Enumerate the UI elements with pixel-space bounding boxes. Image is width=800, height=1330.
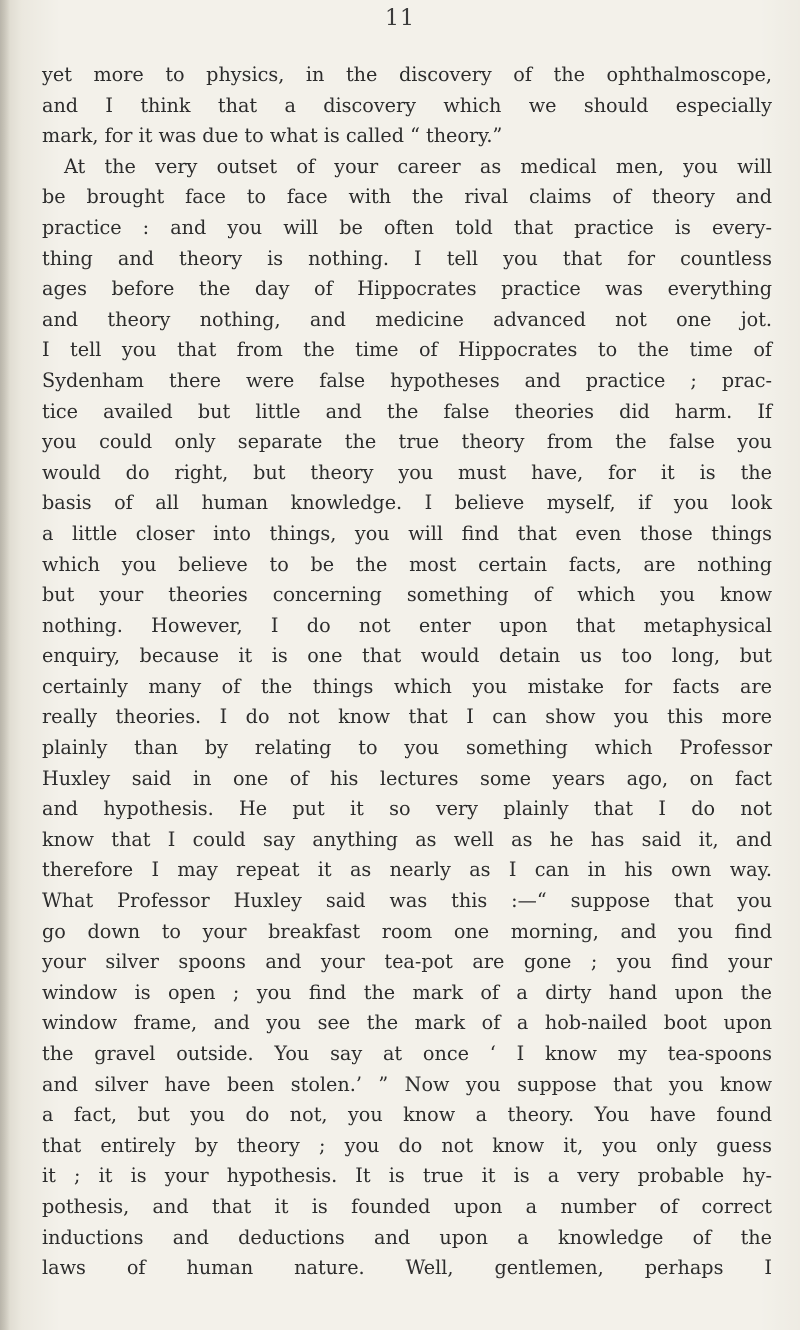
- page-edge-shadow: [0, 0, 10, 1330]
- text-line: plainly than by relating to you something which Professor: [42, 736, 772, 760]
- text-line: that entirely by theory ; you do not know it, you only guess: [42, 1133, 772, 1157]
- text-line: go down to your breakfast room one morning, and you find: [42, 919, 772, 943]
- text-line: and theory nothing, and medicine advanced not one jot.: [42, 307, 772, 331]
- text-line: your silver spoons and your tea-pot are gone ; you find your: [42, 950, 772, 974]
- text-line: and hypothesis. He put it so very plainly that I do not: [42, 797, 772, 821]
- text-line: you could only separate the true theory from the false you: [42, 430, 772, 454]
- text-line: which you believe to be the most certain facts, are nothing: [42, 552, 772, 576]
- text-line: really theories. I do not know that I can show you this more: [42, 705, 772, 729]
- text-line: window frame, and you see the mark of a hob-nailed boot upon: [42, 1011, 772, 1035]
- text-line: thing and theory is nothing. I tell you that for countless: [42, 246, 772, 270]
- text-line: basis of all human knowledge. I believe myself, if you look: [42, 491, 772, 515]
- text-line: be brought face to face with the rival claims of theory and: [42, 185, 772, 209]
- text-line: know that I could say anything as well as he has said it, and: [42, 827, 772, 851]
- text-line: mark, for it was due to what is called “ theory.”: [42, 124, 503, 148]
- text-line: Sydenham there were false hypotheses and practice ; prac-: [42, 368, 772, 392]
- text-line: tice availed but little and the false theories did harm. If: [42, 399, 772, 423]
- text-line: and I think that a discovery which we should especially: [42, 93, 772, 117]
- text-line: At the very outset of your career as medical men, you will: [64, 154, 772, 178]
- text-line: the gravel outside. You say at once ‘ I know my tea-spoons: [42, 1042, 772, 1065]
- text-line: yet more to physics, in the discovery of the ophthalmoscope,: [42, 63, 772, 86]
- body-text: [42, 60, 772, 1284]
- text-line: laws of human nature. Well, gentlemen, perhaps I: [42, 1256, 772, 1280]
- text-line: inductions and deductions and upon a knowledge of the: [42, 1225, 772, 1249]
- text-line: a little closer into things, you will find that even those things: [42, 521, 772, 545]
- text-line: Huxley said in one of his lectures some years ago, on fact: [42, 766, 772, 790]
- text-line: ages before the day of Hippocrates practice was everything: [42, 277, 772, 301]
- text-line: pothesis, and that it is founded upon a number of correct: [42, 1194, 772, 1218]
- text-line: would do right, but theory you must have, for it is the: [42, 460, 772, 484]
- text-line: nothing. However, I do not enter upon that metaphysical: [42, 613, 772, 637]
- text-line: certainly many of the things which you mistake for facts are: [42, 674, 772, 698]
- text-line: What Professor Huxley said was this :—“ suppose that you: [42, 889, 772, 913]
- text-line: but your theories concerning something of which you know: [42, 583, 772, 607]
- text-line: and silver have been stolen.’ ” Now you suppose that you know: [42, 1072, 772, 1096]
- text-line: a fact, but you do not, you know a theory. You have found: [42, 1103, 772, 1127]
- text-line: I tell you that from the time of Hippocrates to the time of: [42, 338, 772, 362]
- page-number: 11: [385, 6, 415, 31]
- text-line: enquiry, because it is one that would detain us too long, but: [42, 644, 772, 668]
- text-line: window is open ; you find the mark of a dirty hand upon the: [42, 980, 772, 1004]
- text-line: therefore I may repeat it as nearly as I can in his own way.: [42, 858, 772, 882]
- text-line: practice : and you will be often told that practice is every-: [42, 215, 772, 239]
- text-line: it ; it is your hypothesis. It is true it is a very probable hy-: [42, 1164, 772, 1188]
